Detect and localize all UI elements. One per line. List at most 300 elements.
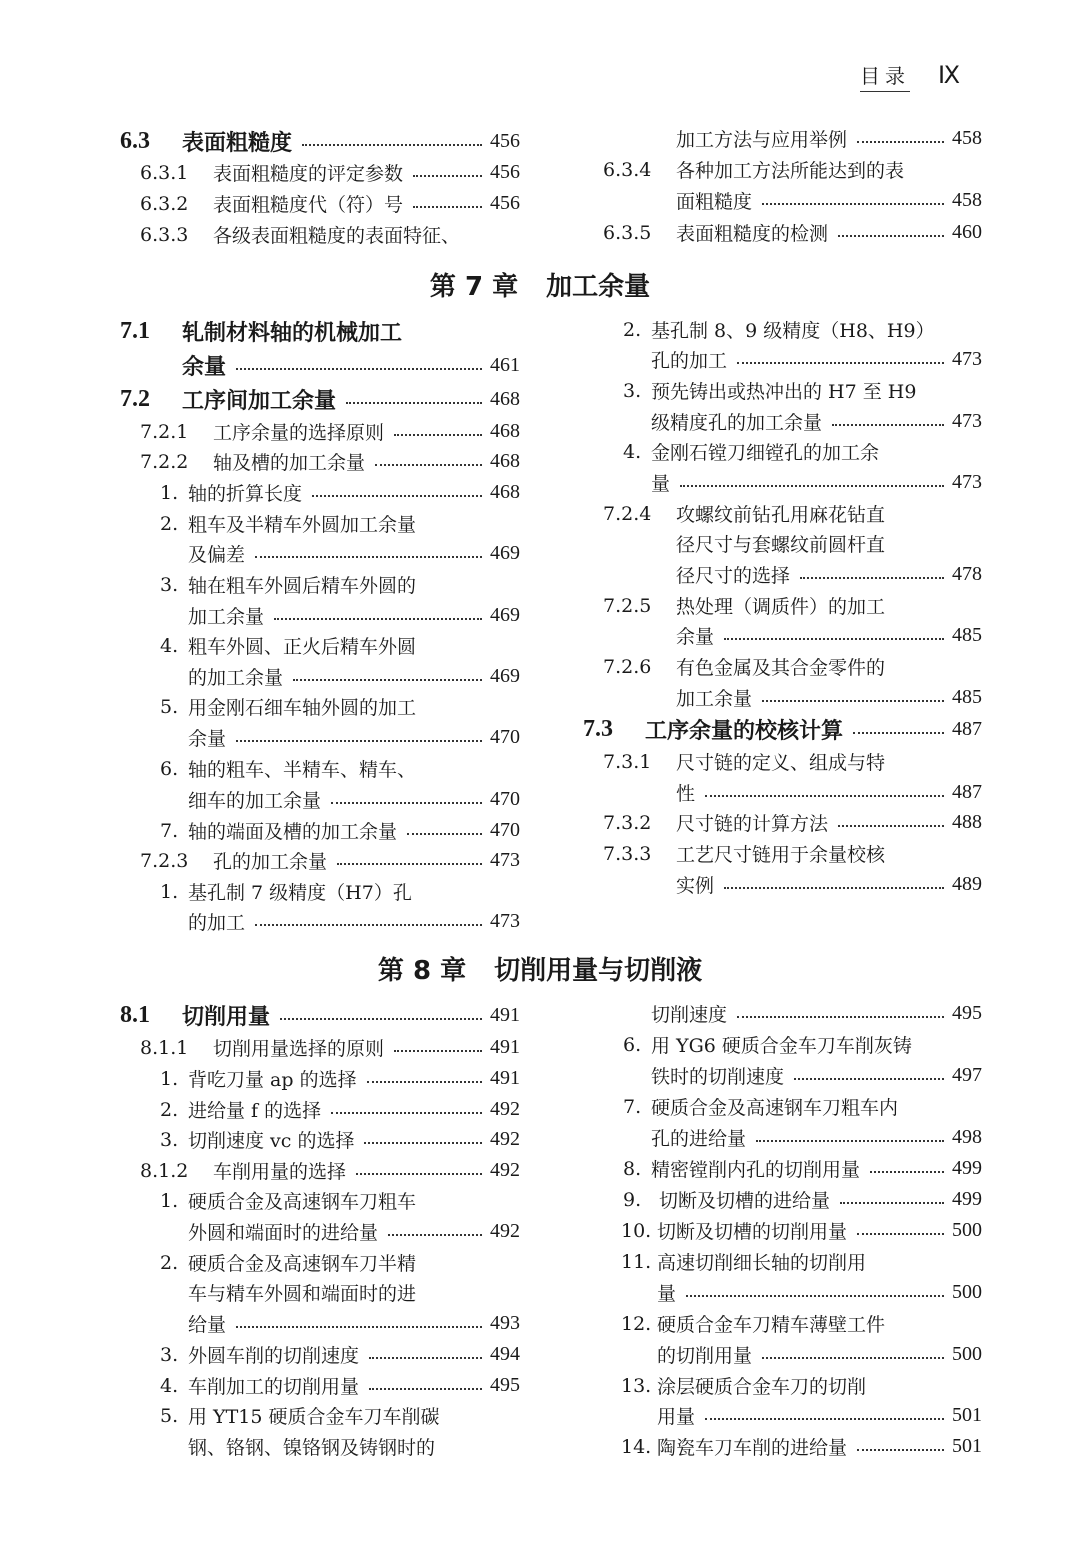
dot-leader	[413, 206, 482, 208]
entry-title: 及偏差	[188, 544, 246, 566]
dot-leader	[255, 556, 482, 558]
entry-title: 背吃刀量 ap 的选择	[188, 1069, 357, 1091]
entry-title: 表面粗糙度	[182, 130, 293, 156]
chapter-7-heading	[0, 266, 1080, 303]
entry-number: 10.	[621, 1219, 652, 1242]
chapter-title: 加工余量	[546, 272, 651, 302]
entry-title: 加工余量	[676, 688, 753, 710]
entry-number: 8.1.2	[140, 1159, 189, 1182]
entry-page: 493	[490, 1312, 520, 1334]
dot-leader	[705, 795, 944, 797]
entry-title: 表面粗糙度的评定参数	[213, 163, 404, 185]
entry-number: 2.	[160, 1251, 179, 1274]
toc-entry[interactable]	[140, 1155, 520, 1186]
dot-leader	[724, 638, 944, 640]
dot-leader	[369, 1357, 482, 1359]
entry-title: 金刚石镗刀细镗孔的加工余	[651, 442, 880, 464]
entry-number: 7.	[160, 819, 179, 842]
dot-leader	[686, 1295, 944, 1297]
toc-entry[interactable]	[621, 1277, 982, 1308]
entry-page: 473	[952, 410, 982, 432]
entry-title: 各种加工方法所能达到的表	[676, 160, 905, 182]
dot-leader	[857, 1233, 944, 1235]
entry-title: 高速切削细长轴的切削用	[657, 1252, 867, 1274]
toc-entry[interactable]	[160, 1400, 520, 1431]
entry-title: 陶瓷车刀车削的进给量	[657, 1437, 848, 1459]
entry-number: 1.	[160, 880, 179, 903]
entry-page: 485	[952, 686, 982, 708]
entry-page: 487	[952, 718, 982, 740]
toc-entry[interactable]	[160, 1124, 520, 1155]
entry-page: 468	[490, 420, 520, 442]
toc-entry[interactable]	[623, 1122, 982, 1153]
entry-title: 孔的加工	[651, 350, 728, 372]
dot-leader	[857, 1449, 944, 1451]
entry-number: 6.	[160, 757, 179, 780]
toc-entry[interactable]	[160, 722, 520, 753]
dot-leader	[756, 1140, 944, 1142]
entry-page: 499	[952, 1157, 982, 1179]
entry-title: 工序余量的选择原则	[213, 422, 385, 444]
entry-title: 粗车外圆、正火后精车外圆	[188, 636, 417, 658]
entry-number: 7.3.1	[603, 750, 652, 773]
chapter-8-heading	[0, 950, 1080, 987]
toc-entry[interactable]	[160, 906, 520, 937]
entry-number: 5.	[160, 695, 179, 718]
toc-entry[interactable]	[623, 375, 982, 406]
entry-page: 473	[490, 910, 520, 932]
dot-leader	[331, 1112, 482, 1114]
dot-leader	[367, 1081, 482, 1083]
entry-title: 进给量 f 的选择	[188, 1100, 322, 1122]
entry-number: 3.	[160, 573, 179, 596]
entry-number: 8.	[623, 1157, 642, 1180]
entry-title: 切削速度	[651, 1004, 728, 1026]
toc-entry[interactable]	[160, 876, 520, 907]
entry-title: 量	[651, 473, 671, 495]
toc-entry[interactable]	[603, 559, 982, 590]
toc-entry[interactable]	[140, 446, 520, 477]
toc-entry[interactable]	[160, 753, 520, 784]
dot-leader	[302, 144, 482, 146]
entry-page: 500	[952, 1281, 982, 1303]
dot-leader	[762, 203, 944, 205]
entry-number: 1.	[160, 1067, 179, 1090]
entry-page: 469	[490, 604, 520, 626]
entry-title: 表面粗糙度代（符）号	[213, 194, 404, 216]
entry-title: 尺寸链的计算方法	[676, 813, 829, 835]
entry-title: 车削加工的切削用量	[188, 1376, 360, 1398]
dot-leader	[413, 175, 482, 177]
entry-page: 473	[952, 348, 982, 370]
toc-entry[interactable]	[160, 1431, 520, 1462]
entry-title: 工序间加工余量	[182, 388, 337, 414]
entry-page: 489	[952, 873, 982, 895]
toc-entry[interactable]	[621, 1308, 982, 1339]
toc-entry[interactable]	[621, 1400, 982, 1431]
dot-leader	[293, 679, 482, 681]
chapter-number: 第 8 章	[377, 956, 467, 986]
entry-title: 硬质合金车刀精车薄壁工件	[657, 1314, 886, 1336]
entry-title: 切削速度 vc 的选择	[188, 1130, 355, 1152]
dot-leader	[280, 1018, 482, 1020]
entry-title: 级精度孔的加工余量	[651, 412, 823, 434]
toc-entry[interactable]	[623, 1029, 982, 1060]
entry-number: 6.3.5	[603, 221, 652, 244]
dot-leader	[762, 1357, 944, 1359]
entry-title: 车与精车外圆和端面时的进	[188, 1283, 417, 1305]
entry-title: 预先铸出或热冲出的 H7 至 H9	[651, 381, 917, 403]
entry-number: 7.2.6	[603, 655, 652, 678]
entry-number: 3.	[160, 1128, 179, 1151]
entry-number: 5.	[160, 1404, 179, 1427]
entry-number: 2.	[160, 1098, 179, 1121]
toc-entry[interactable]	[140, 157, 520, 188]
entry-number: 2.	[160, 512, 179, 535]
dot-leader	[369, 1388, 482, 1390]
toc-entry[interactable]	[140, 416, 520, 447]
toc-entry[interactable]	[603, 777, 982, 808]
entry-title: 性	[676, 783, 696, 805]
entry-page: 492	[490, 1128, 520, 1150]
entry-title: 轴的端面及槽的加工余量	[188, 821, 398, 843]
entry-number: 7.3.2	[603, 811, 652, 834]
entry-title: 切断及切槽的切削用量	[657, 1221, 848, 1243]
entry-page: 458	[952, 189, 982, 211]
toc-entry[interactable]	[160, 1370, 520, 1401]
header-page-number: Ⅸ	[937, 63, 960, 89]
toc-entry[interactable]	[623, 1091, 982, 1122]
toc-entry[interactable]	[120, 350, 520, 381]
dot-leader	[794, 1078, 944, 1080]
toc-entry[interactable]	[623, 467, 982, 498]
entry-page: 456	[490, 161, 520, 183]
entry-title: 工艺尺寸链用于余量校核	[676, 844, 886, 866]
entry-title: 铁时的切削速度	[651, 1066, 785, 1088]
dot-leader	[394, 434, 482, 436]
entry-number: 6.3	[120, 128, 150, 154]
entry-page: 492	[490, 1220, 520, 1242]
entry-title: 给量	[188, 1314, 227, 1336]
entry-page: 461	[490, 354, 520, 376]
toc-entry[interactable]	[603, 838, 982, 869]
entry-page: 501	[952, 1435, 982, 1457]
entry-page: 469	[490, 542, 520, 564]
entry-page: 495	[952, 1002, 982, 1024]
toc-entry[interactable]	[160, 815, 520, 846]
entry-title: 孔的进给量	[651, 1128, 747, 1150]
header-label: 目录	[860, 60, 910, 92]
entry-page: 458	[952, 127, 982, 149]
toc-entry[interactable]	[603, 185, 982, 216]
dot-leader	[840, 1202, 944, 1204]
toc-entry[interactable]	[120, 1000, 520, 1031]
toc-entry[interactable]	[603, 154, 982, 185]
toc-entry[interactable]	[603, 869, 982, 900]
dot-leader	[236, 740, 482, 742]
entry-number: 6.3.2	[140, 192, 189, 215]
toc-entry[interactable]	[160, 691, 520, 722]
entry-title: 切削用量	[182, 1004, 271, 1030]
dot-leader	[375, 464, 482, 466]
toc-entry[interactable]	[603, 620, 982, 651]
entry-page: 478	[952, 563, 982, 585]
toc-entry[interactable]	[621, 1246, 982, 1277]
entry-title: 径尺寸与套螺纹前圆杆直	[676, 534, 886, 556]
toc-entry[interactable]	[160, 1277, 520, 1308]
toc-entry[interactable]	[603, 498, 982, 529]
entry-title: 粗车及半精车外圆加工余量	[188, 514, 417, 536]
dot-leader	[337, 863, 482, 865]
entry-number: 8.1.1	[140, 1036, 189, 1059]
entry-page: 491	[490, 1067, 520, 1089]
toc-entry[interactable]	[603, 590, 982, 621]
entry-page: 487	[952, 781, 982, 803]
chapter-number: 第 7 章	[429, 272, 519, 302]
toc-entry[interactable]	[120, 384, 520, 415]
entry-page: 470	[490, 788, 520, 810]
entry-title: 切断及切槽的进给量	[659, 1190, 831, 1212]
entry-title: 量	[657, 1283, 677, 1305]
toc-entry[interactable]	[623, 998, 982, 1029]
entry-title: 的加工	[188, 912, 246, 934]
entry-number: 7.1	[120, 318, 150, 344]
toc-entry[interactable]	[603, 123, 982, 154]
toc-entry[interactable]	[603, 217, 982, 248]
entry-title: 热处理（调质件）的加工	[676, 596, 886, 618]
dot-leader	[838, 825, 944, 827]
entry-number: 14.	[621, 1435, 652, 1458]
entry-title: 各级表面粗糙度的表面特征、	[213, 225, 461, 247]
toc-entry[interactable]	[621, 1339, 982, 1370]
dot-leader	[331, 802, 482, 804]
entry-title: 的加工余量	[188, 667, 284, 689]
entry-title: 加工余量	[188, 606, 265, 628]
entry-title: 用 YT15 硬质合金车刀车削碳	[188, 1406, 440, 1428]
entry-title: 硬质合金及高速钢车刀粗车内	[651, 1097, 899, 1119]
toc-entry[interactable]	[621, 1370, 982, 1401]
entry-title: 用量	[657, 1406, 696, 1428]
entry-number: 7.	[623, 1095, 642, 1118]
entry-number: 4.	[160, 634, 179, 657]
entry-number: 2.	[623, 318, 642, 341]
entry-number: 7.2.5	[603, 594, 652, 617]
toc-entry[interactable]	[623, 1184, 982, 1215]
entry-number: 11.	[621, 1250, 652, 1273]
entry-page: 468	[490, 481, 520, 503]
entry-number: 7.2	[120, 386, 150, 412]
entry-title: 基孔制 7 级精度（H7）孔	[188, 882, 412, 904]
entry-page: 501	[952, 1404, 982, 1426]
entry-number: 9.	[623, 1188, 642, 1211]
entry-number: 7.3	[583, 716, 613, 742]
toc-entry[interactable]	[160, 661, 520, 692]
entry-title: 涂层硬质合金车刀的切削	[657, 1376, 867, 1398]
entry-title: 余量	[182, 354, 227, 380]
entry-number: 4.	[623, 440, 642, 463]
entry-number: 7.2.3	[140, 849, 189, 872]
entry-page: 497	[952, 1064, 982, 1086]
dot-leader	[346, 402, 482, 404]
toc-entry[interactable]	[140, 188, 520, 219]
dot-leader	[312, 495, 482, 497]
entry-page: 492	[490, 1159, 520, 1181]
entry-number: 7.2.1	[140, 420, 189, 443]
entry-page: 485	[952, 624, 982, 646]
dot-leader	[388, 1234, 482, 1236]
toc-entry[interactable]	[623, 314, 982, 345]
toc-entry[interactable]	[120, 316, 520, 347]
entry-title: 外圆车削的切削速度	[188, 1345, 360, 1367]
entry-title: 径尺寸的选择	[676, 565, 791, 587]
dot-leader	[364, 1142, 482, 1144]
toc-entry[interactable]	[120, 126, 520, 157]
dot-leader	[274, 618, 482, 620]
entry-title: 的切削用量	[657, 1345, 753, 1367]
entry-title: 钢、铬钢、镍铬钢及铸钢时的	[188, 1437, 436, 1459]
entry-number: 1.	[160, 481, 179, 504]
entry-page: 473	[952, 471, 982, 493]
dot-leader	[853, 732, 944, 734]
entry-page: 460	[952, 221, 982, 243]
dot-leader	[680, 485, 944, 487]
entry-title: 表面粗糙度的检测	[676, 223, 829, 245]
entry-title: 用金刚石细车轴外圆的加工	[188, 697, 417, 719]
entry-number: 12.	[621, 1312, 652, 1335]
toc-entry[interactable]	[583, 714, 982, 745]
entry-page: 491	[490, 1004, 520, 1026]
entry-page: 469	[490, 665, 520, 687]
toc-entry[interactable]	[623, 406, 982, 437]
dot-leader	[236, 368, 482, 370]
entry-number: 3.	[623, 379, 642, 402]
entry-number: 8.1	[120, 1002, 150, 1028]
toc-entry[interactable]	[140, 219, 520, 250]
entry-title: 硬质合金及高速钢车刀半精	[188, 1253, 417, 1275]
entry-title: 工序余量的校核计算	[645, 718, 844, 744]
entry-title: 轴及槽的加工余量	[213, 452, 366, 474]
entry-title: 余量	[676, 626, 715, 648]
entry-title: 有色金属及其合金零件的	[676, 657, 886, 679]
entry-title: 外圆和端面时的进给量	[188, 1222, 379, 1244]
entry-title: 轴在粗车外圆后精车外圆的	[188, 575, 417, 597]
toc-entry[interactable]	[603, 528, 982, 559]
toc-entry[interactable]	[603, 807, 982, 838]
entry-number: 6.	[623, 1033, 642, 1056]
entry-page: 498	[952, 1126, 982, 1148]
entry-page: 500	[952, 1219, 982, 1241]
entry-title: 面粗糙度	[676, 191, 753, 213]
entry-number: 6.3.1	[140, 161, 189, 184]
entry-page: 468	[490, 388, 520, 410]
entry-number: 6.3.4	[603, 158, 652, 181]
dot-leader	[705, 1418, 944, 1420]
toc-entry[interactable]	[621, 1215, 982, 1246]
entry-page: 473	[490, 849, 520, 871]
toc-entry[interactable]	[160, 508, 520, 539]
entry-title: 实例	[676, 875, 715, 897]
toc-entry[interactable]	[603, 651, 982, 682]
toc-entry[interactable]	[140, 845, 520, 876]
dot-leader	[356, 1173, 482, 1175]
entry-page: 492	[490, 1098, 520, 1120]
toc-entry[interactable]	[603, 746, 982, 777]
entry-number: 1.	[160, 1189, 179, 1212]
toc-entry[interactable]	[160, 1247, 520, 1278]
entry-number: 7.2.4	[603, 502, 652, 525]
toc-entry[interactable]	[160, 1094, 520, 1125]
entry-page: 468	[490, 450, 520, 472]
entry-page: 494	[490, 1343, 520, 1365]
entry-title: 尺寸链的定义、组成与特	[676, 752, 886, 774]
dot-leader	[737, 1016, 944, 1018]
toc-entry[interactable]	[160, 630, 520, 661]
dot-leader	[857, 141, 944, 143]
toc-entry[interactable]	[160, 1308, 520, 1339]
entry-title: 轴的折算长度	[188, 483, 303, 505]
toc-entry[interactable]	[160, 569, 520, 600]
entry-number: 7.2.2	[140, 450, 189, 473]
entry-number: 4.	[160, 1374, 179, 1397]
toc-entry[interactable]	[160, 477, 520, 508]
dot-leader	[407, 833, 482, 835]
toc-entry[interactable]	[623, 344, 982, 375]
entry-title: 余量	[188, 728, 227, 750]
entry-page: 456	[490, 192, 520, 214]
toc-entry[interactable]	[160, 1216, 520, 1247]
dot-leader	[236, 1326, 482, 1328]
entry-page: 470	[490, 726, 520, 748]
toc-entry[interactable]	[623, 436, 982, 467]
entry-title: 攻螺纹前钻孔用麻花钻直	[676, 504, 886, 526]
toc-entry[interactable]	[623, 1060, 982, 1091]
chapter-title: 切削用量与切削液	[494, 956, 703, 986]
toc-entry[interactable]	[140, 1032, 520, 1063]
toc-entry[interactable]	[160, 600, 520, 631]
dot-leader	[724, 887, 944, 889]
toc-entry[interactable]	[621, 1431, 982, 1462]
toc-entry[interactable]	[623, 1153, 982, 1184]
entry-number: 7.3.3	[603, 842, 652, 865]
entry-title: 车削用量的选择	[213, 1161, 347, 1183]
dot-leader	[737, 362, 944, 364]
dot-leader	[838, 235, 944, 237]
dot-leader	[255, 924, 482, 926]
entry-title: 轴的粗车、半精车、精车、	[188, 759, 417, 781]
entry-title: 用 YG6 硬质合金车刀车削灰铸	[651, 1035, 912, 1057]
entry-title: 轧制材料轴的机械加工	[182, 320, 403, 346]
entry-title: 细车的加工余量	[188, 790, 322, 812]
toc-entry[interactable]	[160, 1063, 520, 1094]
toc-entry[interactable]	[160, 538, 520, 569]
toc-entry[interactable]	[160, 1185, 520, 1216]
toc-entry[interactable]	[603, 682, 982, 713]
entry-title: 硬质合金及高速钢车刀粗车	[188, 1191, 417, 1213]
toc-entry[interactable]	[160, 1339, 520, 1370]
toc-entry[interactable]	[160, 784, 520, 815]
entry-page: 488	[952, 811, 982, 833]
running-header	[860, 60, 960, 92]
entry-page: 491	[490, 1036, 520, 1058]
entry-number: 13.	[621, 1374, 652, 1397]
entry-title: 孔的加工余量	[213, 851, 328, 873]
entry-page: 470	[490, 819, 520, 841]
entry-page: 500	[952, 1343, 982, 1365]
dot-leader	[394, 1050, 482, 1052]
entry-number: 6.3.3	[140, 223, 189, 246]
entry-title: 精密镗削内孔的切削用量	[651, 1159, 861, 1181]
dot-leader	[800, 577, 944, 579]
